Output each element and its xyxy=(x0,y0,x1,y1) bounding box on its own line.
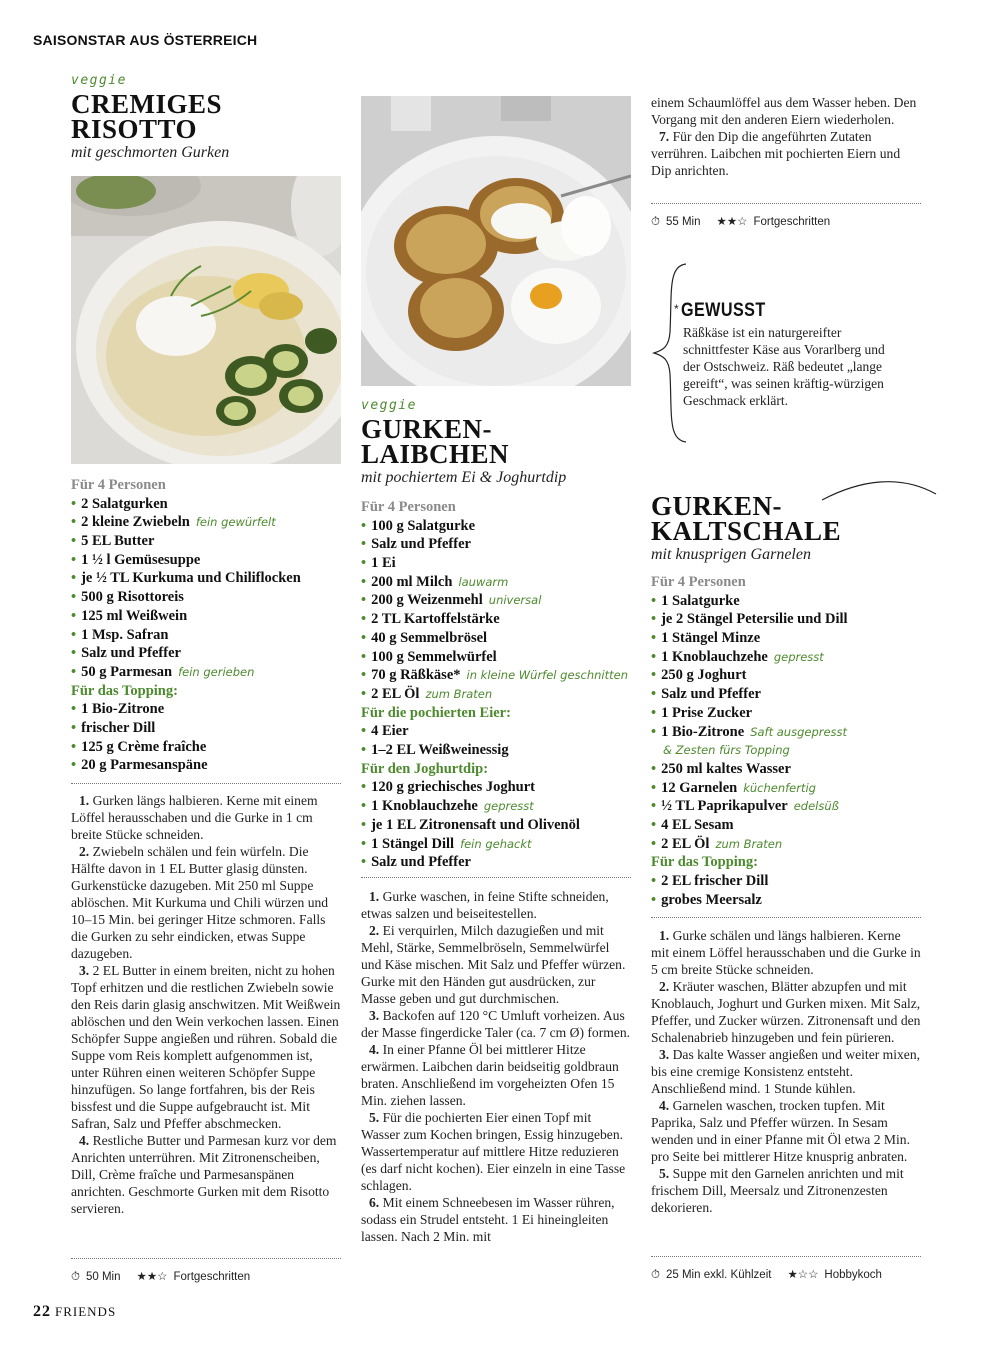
time-label: 50 Min xyxy=(85,1271,121,1283)
step-text: Das kalte Wasser angießen und weiter mixen, bis eine cremige Konsistenz entsteht. Anschließend mind. 1 Stunde kühlen. xyxy=(651,1047,921,1096)
ingredient-note: küchenfertig xyxy=(743,780,816,795)
step-text: In einer Pfanne Öl bei mittlerer Hitze erwärmen. Laibchen darin beidseitig goldbraun braten. Anschließend im vorgeheizten Ofen 15 Min. ziehen lassen. xyxy=(361,1042,619,1108)
divider xyxy=(651,1256,921,1257)
ingredient-item xyxy=(71,700,346,719)
ingredient-item xyxy=(651,629,951,648)
difficulty-label: Fortgeschritten xyxy=(753,216,831,228)
recipe-risotto xyxy=(71,73,346,162)
step xyxy=(361,1041,631,1109)
step xyxy=(651,128,921,179)
ingredient-item xyxy=(71,663,346,682)
ingredient-note: universal xyxy=(488,593,542,608)
ingredient-text: 1 Ei xyxy=(371,555,396,571)
ingredient-list xyxy=(651,592,951,854)
ingredient-text: Salz und Pfeffer xyxy=(81,645,181,662)
veggie-tag: veggie xyxy=(361,398,417,413)
ingredient-note: Saft ausgepresst xyxy=(750,724,848,739)
ingredient-item xyxy=(651,704,951,723)
ingredient-item xyxy=(361,573,646,592)
risotto-illustration xyxy=(71,176,341,464)
recipe-meta xyxy=(71,1269,256,1284)
recipe-subtitle: mit knusprigen Garnelen xyxy=(651,546,811,563)
page-footer xyxy=(33,1303,116,1321)
ingredient-text: 4 EL Sesam xyxy=(661,817,734,834)
ingredient-text: ½ TL Paprikapulver xyxy=(661,798,788,815)
ingredient-item xyxy=(361,816,646,835)
difficulty-label: Fortgeschritten xyxy=(173,1271,251,1283)
ingredient-text: 1 Prise Zucker xyxy=(661,704,753,721)
ingredient-text: 1 Msp. Safran xyxy=(81,626,169,643)
ingredient-item xyxy=(361,610,646,629)
step-text: Restliche Butter und Parmesan kurz vor dem Anrichten unterrühren. Mit Zitronenscheiben, Dill, Crème fraîche und Parmesanspänen anrichten. Geschmorte Gurken mit dem Risotto servieren. xyxy=(71,1133,337,1216)
ingredient-item xyxy=(651,891,951,910)
ingredients-laibchen xyxy=(361,498,646,872)
ingredient-text: 20 g Parmesanspäne xyxy=(81,757,208,774)
divider xyxy=(71,1258,341,1259)
ingredient-item xyxy=(361,741,646,760)
serves-label: Für 4 Personen xyxy=(651,574,746,590)
ingredient-text: 40 g Semmelbrösel xyxy=(371,629,488,646)
ingredient-item xyxy=(651,779,951,798)
ingredient-text: grobes Meersalz xyxy=(661,891,762,908)
section-kicker: SAISONSTAR AUS ÖSTERREICH xyxy=(33,32,258,48)
ingredient-item xyxy=(71,569,346,588)
ingredient-item xyxy=(361,666,646,685)
divider xyxy=(651,917,921,918)
ingredient-text: Salz und Pfeffer xyxy=(661,686,761,703)
ingredient-item xyxy=(651,741,951,760)
risotto-photo xyxy=(71,176,341,464)
dip-label: Für den Joghurtdip: xyxy=(361,760,489,777)
eggs-label: Für die pochierten Eier: xyxy=(361,704,511,721)
ingredient-item xyxy=(651,610,951,629)
step xyxy=(361,1109,631,1194)
ingredient-item xyxy=(71,756,346,775)
step-text: 2 EL Butter in einem breiten, nicht zu hohen Topf erhitzen und die restlichen Zwiebeln sowie den Reis darin glasig anschwitzen. Mit Weißwein ablöschen und den Wein verkochen lassen. Einen Schöpfer Suppe angießen und rühren. Sobald die Suppe vom Reis komplett aufgenommen ist, unter Rühren einen weiteren Schöpfer Suppe hinzufügen. So lange fortfahren, bis der Reis bissfest und die Suppe aufgebraucht ist. Mit Safran, Salz und Pfeffer abschmecken. xyxy=(71,963,341,1131)
recipe-subtitle: mit pochiertem Ei & Joghurtdip xyxy=(361,469,567,486)
ingredient-item xyxy=(651,835,951,854)
ingredient-item xyxy=(71,532,346,551)
ingredient-item xyxy=(361,685,646,704)
ingredient-item xyxy=(71,607,346,626)
step-text: Gurken längs halbieren. Kerne mit einem Löffel herausschaben und die Gurke in 1 cm breite Stücke schneiden. xyxy=(71,793,318,842)
ingredient-item xyxy=(71,644,346,663)
difficulty-stars: ★★☆ xyxy=(716,216,748,228)
ingredient-text: 5 EL Butter xyxy=(81,533,155,549)
ingredient-item xyxy=(361,778,646,797)
step-number: 2. xyxy=(369,923,380,938)
ingredient-text: 2 TL Kartoffelstärke xyxy=(371,611,500,628)
ingredient-note: zum Braten xyxy=(715,836,783,851)
ingredient-item xyxy=(651,797,951,816)
title-line-2: LAIBCHEN xyxy=(361,439,510,469)
step-text: Für den Dip die angeführten Zutaten verrühren. Laibchen mit pochierten Eiern und Dip anrichten. xyxy=(651,129,901,178)
step-number: 6. xyxy=(369,1195,380,1210)
ingredient-text: 500 g Risottoreis xyxy=(81,589,184,606)
topping-label: Für das Topping: xyxy=(71,682,178,699)
asterisk: * xyxy=(674,302,679,316)
serves-label: Für 4 Personen xyxy=(71,477,166,493)
divider xyxy=(361,877,631,878)
ingredient-text: 1 Bio-Zitrone xyxy=(661,723,745,740)
ingredient-text: 2 EL Öl xyxy=(371,685,420,702)
ingredient-text: Salz und Pfeffer xyxy=(371,854,471,871)
topping-items xyxy=(71,700,346,775)
ingredient-text: 1 Knoblauchzehe xyxy=(371,798,478,815)
ingredient-text: 12 Garnelen xyxy=(661,779,738,796)
ingredient-text: 250 g Joghurt xyxy=(661,667,747,684)
recipe-subtitle: mit geschmorten Gurken xyxy=(71,144,230,161)
step-text: Suppe mit den Garnelen anrichten und mit frischem Dill, Meersalz und Zitronenzesten dekorieren. xyxy=(651,1166,904,1215)
step xyxy=(651,1046,921,1097)
ingredient-note: fein gehackt xyxy=(460,836,532,851)
steps-risotto xyxy=(71,792,341,1217)
recipe-meta xyxy=(651,214,836,229)
gewusst-text: Räßkäse ist ein naturgereifter schnittfester Käse aus Vorarlberg und der Ostschweiz. Räß bedeutet „lange gereift“, was seinen kräftig-würzigen Geschmack erklärt. xyxy=(683,325,885,408)
step-text: Zwiebeln schälen und fein würfeln. Die Hälfte davon in 1 EL Butter glasig dünsten. Gurkenstücke dazugeben. Mit 250 ml Suppe ablöschen. Mit Kurkuma und Chili würzen und 10–15 Min. bei geringer Hitze schmoren. Falls die Gurken zu sehr eindicken, etwas Suppe dazugeben. xyxy=(71,844,329,961)
step-text: Mit einem Schneebesen im Wasser rühren, sodass ein Strudel entsteht. 1 Ei hineingleiten lassen. Nach 2 Min. mit xyxy=(361,1195,615,1244)
ingredient-item xyxy=(71,738,346,757)
difficulty-stars: ★★☆ xyxy=(136,1271,168,1283)
title-line-1: GURKEN- xyxy=(651,491,782,521)
ingredient-item xyxy=(361,835,646,854)
ingredient-note: & Zesten fürs Topping xyxy=(663,743,790,758)
ingredient-note: edelsüß xyxy=(793,799,839,814)
step xyxy=(71,843,341,962)
ingredient-item xyxy=(651,872,951,891)
gewusst-box xyxy=(674,300,914,409)
title-line-2: KALTSCHALE xyxy=(651,516,842,546)
ingredient-text: je ½ TL Kurkuma und Chiliflocken xyxy=(81,570,301,587)
topping-items xyxy=(651,872,951,909)
ingredient-text: 200 ml Milch xyxy=(371,573,453,590)
step-number: 1. xyxy=(369,889,380,904)
step xyxy=(71,792,341,843)
ingredient-list xyxy=(361,517,646,704)
ingredient-text: 125 g Crème fraîche xyxy=(81,738,207,755)
step-number: 1. xyxy=(659,928,670,943)
clock-icon: ⏱ xyxy=(71,1271,80,1283)
ingredient-text: 1 Salatgurke xyxy=(661,592,740,609)
step-number: 1. xyxy=(79,793,90,808)
ingredient-item xyxy=(651,666,951,685)
divider xyxy=(71,783,341,784)
laibchen-illustration xyxy=(361,96,631,386)
ingredient-item xyxy=(651,685,951,704)
step xyxy=(651,94,921,128)
ingredient-note: in kleine Würfel geschnitten xyxy=(466,668,629,683)
serves-label: Für 4 Personen xyxy=(361,499,456,515)
ingredient-text: 250 ml kaltes Wasser xyxy=(661,760,791,777)
ingredient-text: 2 Salatgurken xyxy=(81,495,168,512)
ingredient-text: 100 g Semmelwürfel xyxy=(371,648,497,665)
magazine-name: FRIENDS xyxy=(55,1304,117,1319)
ingredient-text: 2 kleine Zwiebeln xyxy=(81,514,190,531)
ingredient-text: je 1 EL Zitronensaft und Olivenöl xyxy=(371,816,580,833)
step xyxy=(361,888,631,922)
step-number: 4. xyxy=(369,1042,380,1057)
ingredient-item xyxy=(71,513,346,532)
ingredient-text: frischer Dill xyxy=(81,720,156,737)
ingredient-item xyxy=(361,648,646,667)
gewusst-title: GEWUSST xyxy=(680,300,766,321)
time-label: 55 Min xyxy=(665,216,701,228)
step-text: Ei verquirlen, Milch dazugießen und mit Mehl, Stärke, Semmelbröseln, Semmelwürfel und Käse mischen. Mit Salz und Pfeffer würzen. Gurke mit den Händen gut ausdrücken, zur Masse geben und gut durchmischen. xyxy=(361,923,626,1006)
topping-list xyxy=(71,682,346,701)
laibchen-photo xyxy=(361,96,631,386)
step xyxy=(651,1165,921,1216)
recipe-title xyxy=(71,89,346,144)
ingredient-text: 100 g Salatgurke xyxy=(371,517,475,534)
step xyxy=(361,1194,631,1245)
ingredient-item xyxy=(361,591,646,610)
ingredient-item xyxy=(651,648,951,667)
ingredient-note: gepresst xyxy=(773,649,824,664)
ingredient-item xyxy=(651,816,951,835)
ingredient-text: 2 EL Öl xyxy=(661,835,710,852)
ingredient-item xyxy=(361,535,646,554)
topping-label: Für das Topping: xyxy=(651,854,758,871)
title-line-1: GURKEN- xyxy=(361,414,492,444)
ingredient-text: 1 Stängel Dill xyxy=(371,835,455,852)
divider xyxy=(651,203,921,204)
time-label: 25 Min exkl. Kühlzeit xyxy=(665,1269,772,1281)
title-line-2: RISOTTO xyxy=(71,114,198,144)
steps-kaltschale xyxy=(651,927,921,1216)
step xyxy=(361,922,631,1007)
ingredient-item xyxy=(361,722,646,741)
step-number: 2. xyxy=(79,844,90,859)
ingredient-text: 1 Stängel Minze xyxy=(661,630,761,646)
ingredient-item xyxy=(651,760,951,779)
ingredient-item xyxy=(651,723,951,742)
ingredient-item xyxy=(361,554,646,573)
step-number: 3. xyxy=(79,963,90,978)
step xyxy=(651,1097,921,1165)
step-number: 2. xyxy=(659,979,670,994)
step-number: 4. xyxy=(659,1098,670,1113)
ingredient-text: je 2 Stängel Petersilie und Dill xyxy=(661,611,848,628)
recipe-meta xyxy=(651,1267,888,1282)
ingredient-text: 1 Bio-Zitrone xyxy=(81,701,165,718)
ingredient-item xyxy=(361,853,646,872)
ingredient-note: zum Braten xyxy=(425,686,493,701)
difficulty-stars: ★☆☆ xyxy=(787,1269,819,1281)
ingredient-item xyxy=(361,629,646,648)
ingredient-item xyxy=(71,719,346,738)
step xyxy=(361,1007,631,1041)
ingredients-risotto xyxy=(71,476,346,775)
ingredient-note: gepresst xyxy=(483,799,534,814)
step-number: 4. xyxy=(79,1133,90,1148)
ingredient-text: 125 ml Weißwein xyxy=(81,607,188,624)
steps-laibchen-continued xyxy=(651,94,921,179)
ingredient-text: 2 EL frischer Dill xyxy=(661,873,769,890)
ingredient-note: fein gewürfelt xyxy=(195,515,276,530)
step-text: Backofen auf 120 °C Umluft vorheizen. Aus der Masse fingerdicke Taler (ca. 7 cm Ø) formen. xyxy=(361,1008,631,1040)
step-text: Gurke waschen, in feine Stifte schneiden, etwas salzen und beiseitestellen. xyxy=(361,889,609,921)
step-number: 3. xyxy=(659,1047,670,1062)
step-text: Für die pochierten Eier einen Topf mit Wasser zum Kochen bringen, Essig hinzugeben. Wassertemperatur auf mittlere Hitze reduzieren (es darf nicht kochen). Eier einzeln in eine Tasse schlagen. xyxy=(361,1110,626,1193)
ingredient-note: lauwarm xyxy=(458,574,509,589)
ingredient-item xyxy=(71,495,346,514)
ingredient-text: 120 g griechisches Joghurt xyxy=(371,779,535,796)
ingredient-item xyxy=(71,626,346,645)
ingredient-text: 1–2 EL Weißweinessig xyxy=(371,742,509,759)
step-text: Garnelen waschen, trocken tupfen. Mit Paprika, Salz und Pfeffer würzen. In Sesam wenden und in einer Pfanne mit Öl etwa 2 Min. pro Seite bei mittlerer Hitze knusprig anbraten. xyxy=(651,1098,910,1164)
ingredient-text: Salz und Pfeffer xyxy=(371,536,471,553)
step-number: 5. xyxy=(659,1166,670,1181)
eggs-list xyxy=(361,722,646,759)
step xyxy=(71,962,341,1132)
ingredient-item xyxy=(361,517,646,536)
step-number: 3. xyxy=(369,1008,380,1023)
step-text: Kräuter waschen, Blätter abzupfen und mit Knoblauch, Joghurt und Gurken mixen. Mit Salz, Pfeffer, und Zucker würzen. Zitronensaft und den Schalenabrieb hinzugeben und fein pürieren. xyxy=(651,979,921,1045)
page-number: 22 xyxy=(33,1303,51,1320)
ingredient-text: 70 g Räßkäse* xyxy=(371,667,461,684)
dip-list xyxy=(361,778,646,872)
steps-laibchen xyxy=(361,888,631,1245)
recipe-laibchen xyxy=(361,398,636,487)
difficulty-label: Hobbykoch xyxy=(824,1269,882,1281)
ingredient-text: 1 ½ l Gemüsesuppe xyxy=(81,551,201,568)
ingredient-list xyxy=(71,495,346,682)
ingredient-note: fein gerieben xyxy=(178,664,255,679)
step-number: 7. xyxy=(659,129,670,144)
ingredient-item xyxy=(71,551,346,570)
veggie-tag: veggie xyxy=(71,73,127,88)
clock-icon: ⏱ xyxy=(651,216,660,228)
ingredient-item xyxy=(71,588,346,607)
clock-icon: ⏱ xyxy=(651,1269,660,1281)
ingredient-text: 1 Knoblauchzehe xyxy=(661,648,768,665)
ingredients-kaltschale xyxy=(651,573,951,910)
recipe-kaltschale xyxy=(651,491,941,564)
ingredient-text: 4 Eier xyxy=(371,723,409,740)
step xyxy=(71,1132,341,1217)
ingredient-item xyxy=(651,592,951,611)
step-text: Gurke schälen und längs halbieren. Kerne mit einem Löffel herausschaben und die Gurke in 5 cm breite Stücke schneiden. xyxy=(651,928,921,977)
recipe-title xyxy=(651,491,941,546)
step-text: einem Schaumlöffel aus dem Wasser heben. Den Vorgang mit den anderen Eiern wiederholen. xyxy=(651,95,917,127)
title-line-1: CREMIGES xyxy=(71,89,223,119)
ingredient-item xyxy=(361,797,646,816)
ingredient-text: 50 g Parmesan xyxy=(81,663,173,680)
recipe-title xyxy=(361,414,636,469)
ingredient-text: 200 g Weizenmehl xyxy=(371,592,483,609)
step xyxy=(651,978,921,1046)
step xyxy=(651,927,921,978)
step-number: 5. xyxy=(369,1110,380,1125)
